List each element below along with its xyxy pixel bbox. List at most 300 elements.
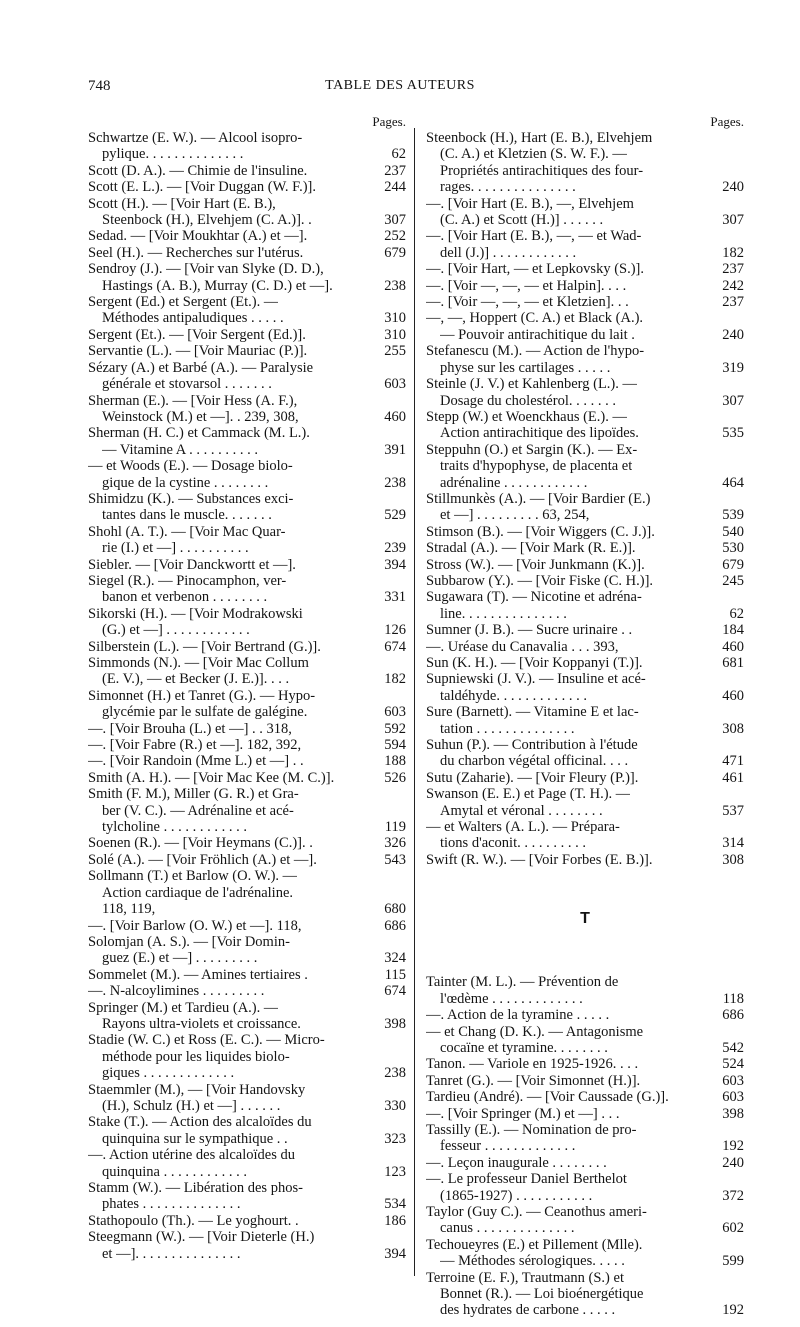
entry-line [426, 491, 744, 507]
page-ref: 464 [722, 474, 744, 491]
entry-text: rie (I.) et —] . . . . . . . . . . [102, 540, 249, 557]
index-entry [88, 343, 406, 359]
entry-line [426, 991, 744, 1007]
entry-text: Schwartze (E. W.). — Alcool isopro- [88, 130, 303, 146]
index-entry [426, 639, 744, 655]
page-ref: 319 [722, 359, 744, 376]
entry-text: Supniewski (J. V.). — Insuline et acé- [426, 671, 646, 688]
entry-text: et —]. . . . . . . . . . . . . . . [102, 1245, 241, 1262]
page-ref: 192 [722, 1138, 744, 1155]
entry-line [88, 950, 406, 966]
entry-text: Tanret (G.). — [Voir Simonnet (H.)]. [426, 1072, 641, 1089]
entry-text: Sun (K. H.). — [Voir Koppanyi (T.)]. [426, 655, 643, 671]
entry-text: Sézary (A.) et Barbé (A.). — Paralysie [88, 359, 314, 376]
entry-line [88, 622, 406, 638]
entry-text: —. [Voir —, —, — et Halpin]. . . . [426, 277, 627, 294]
page-ref: 186 [384, 1212, 406, 1229]
index-entry [88, 1082, 406, 1115]
entry-text: line. . . . . . . . . . . . . . . [440, 605, 567, 622]
entry-line [88, 507, 406, 523]
entry-line [88, 753, 406, 769]
entry-line [88, 475, 406, 491]
index-entry [426, 409, 744, 442]
page-ref: 599 [722, 1253, 744, 1270]
page-ref: 594 [384, 737, 406, 754]
page-ref: 679 [722, 556, 744, 573]
entry-line [88, 573, 406, 589]
index-entry [88, 1229, 406, 1262]
page-ref: 603 [722, 1089, 744, 1106]
entry-line [88, 1229, 406, 1245]
page-ref: 119 [384, 819, 406, 836]
index-entry [426, 294, 744, 310]
entry-text: Hastings (A. B.), Murray (C. D.) et —]. [102, 277, 333, 294]
entry-text: tantes dans le muscle. . . . . . . [102, 507, 272, 524]
entry-line [426, 442, 744, 458]
entry-text: et —] . . . . . . . . . 63, 254, [440, 507, 590, 524]
page-ref: 115 [384, 966, 406, 983]
entry-line [426, 655, 744, 671]
entry-line [426, 409, 744, 425]
page-ref: 308 [722, 720, 744, 737]
index-entry [88, 327, 406, 343]
index-entry [426, 1106, 744, 1122]
index-entry [88, 770, 406, 786]
entry-line [88, 294, 406, 310]
page-ref: 674 [384, 983, 406, 1000]
entry-text: Scott (H.). — [Voir Hart (E. B.), [88, 195, 276, 212]
page-ref: 126 [384, 622, 406, 639]
index-entry [88, 1147, 406, 1180]
index-entry [426, 704, 744, 737]
entry-text: Staemmler (M.), — [Voir Handovsky [88, 1081, 306, 1098]
index-entry [426, 1073, 744, 1089]
index-entry [88, 228, 406, 244]
entry-line [88, 852, 406, 868]
entry-text: des hydrates de carbone . . . . . [440, 1302, 616, 1319]
entry-text: Stradal (A.). — [Voir Mark (R. E.)]. [426, 540, 636, 557]
page-ref: 192 [722, 1302, 744, 1319]
index-entry [88, 786, 406, 835]
entry-line [426, 557, 744, 573]
index-entry [426, 589, 744, 622]
index-entry [426, 737, 744, 770]
page-ref: 460 [384, 408, 406, 425]
entry-line [426, 310, 744, 326]
index-entry [88, 393, 406, 426]
page-ref: 184 [722, 622, 744, 639]
entry-text: — Méthodes sérologiques. . . . . [440, 1253, 625, 1270]
entry-line [88, 130, 406, 146]
index-entry [426, 278, 744, 294]
entry-text: — et Woods (E.). — Dosage biolo- [88, 458, 293, 475]
entry-text: Suhun (P.). — Contribution à l'étude [426, 737, 638, 754]
entry-text: Silberstein (L.). — [Voir Bertrand (G.)]. [88, 638, 321, 655]
entry-text: — Vitamine A . . . . . . . . . . [102, 441, 258, 458]
entry-text: rages. . . . . . . . . . . . . . . [440, 179, 576, 196]
index-entry [88, 163, 406, 179]
entry-text: fesseur . . . . . . . . . . . . . [440, 1138, 576, 1155]
entry-line [88, 261, 406, 277]
entry-line [426, 376, 744, 392]
entry-text: Tassilly (E.). — Nomination de pro- [426, 1121, 637, 1138]
entry-text: glycémie par le sulfate de galégine. [102, 704, 308, 721]
entry-line [88, 327, 406, 343]
entry-line [426, 228, 744, 244]
page-ref: 237 [384, 162, 406, 179]
entry-line [426, 1122, 744, 1138]
right-entries [426, 130, 744, 868]
entry-text: pylique. . . . . . . . . . . . . . [102, 146, 244, 163]
entry-text: giques . . . . . . . . . . . . . [102, 1065, 235, 1082]
entry-line [426, 507, 744, 523]
entry-text: Sergent (Ed.) et Sergent (Et.). — [88, 294, 279, 311]
page-ref: 324 [384, 950, 406, 967]
page-ref: 686 [384, 917, 406, 934]
index-entry [88, 983, 406, 999]
entry-line [88, 1000, 406, 1016]
entry-text: Stake (T.). — Action des alcaloïdes du [88, 1114, 312, 1131]
entry-text: ber (V. C.). — Adrénaline et acé- [102, 802, 294, 819]
index-entry [88, 967, 406, 983]
entry-line [88, 1131, 406, 1147]
entry-line [88, 819, 406, 835]
page-ref: 240 [722, 1154, 744, 1171]
index-entry [426, 310, 744, 343]
entry-text: Sollmann (T.) et Barlow (O. W.). — [88, 868, 298, 885]
entry-line [88, 655, 406, 671]
page-ref: 238 [384, 277, 406, 294]
entry-text: Seel (H.). — Recherches sur l'utérus. [88, 244, 304, 261]
page-ref: 394 [384, 1245, 406, 1262]
entry-line [426, 1106, 744, 1122]
entry-line [426, 393, 744, 409]
entry-line [88, 1032, 406, 1048]
page-ref: 524 [722, 1056, 744, 1073]
entry-line [426, 671, 744, 687]
entry-text: Dosage du cholestérol. . . . . . . [440, 392, 616, 409]
entry-text: Steppuhn (O.) et Sargin (K.). — Ex- [426, 441, 638, 458]
entry-text: Sure (Barnett). — Vitamine E et lac- [426, 704, 639, 721]
entry-line [88, 1114, 406, 1130]
entry-text: du charbon végétal officinal. . . . [440, 753, 629, 770]
entry-line [88, 245, 406, 261]
entry-line [426, 294, 744, 310]
left-entries [88, 130, 406, 1262]
entry-text: l'œdème . . . . . . . . . . . . . [440, 990, 583, 1007]
right-column [426, 114, 744, 1319]
entry-text: —. [Voir Randoin (Mme L.) et —] . . [88, 753, 304, 770]
entry-line [426, 1188, 744, 1204]
entry-text: —, —, Hoppert (C. A.) et Black (A.). [426, 310, 644, 327]
index-entry [426, 770, 744, 786]
entry-line [426, 1089, 744, 1105]
entry-line [88, 1246, 406, 1262]
index-entry [426, 343, 744, 376]
index-entry [426, 376, 744, 409]
entry-text: —. [Voir Springer (M.) et —] . . . [426, 1105, 620, 1122]
entry-line [88, 770, 406, 786]
page-ref: 535 [722, 425, 744, 442]
index-entry [88, 934, 406, 967]
entry-text: Sherman (E.). — [Voir Hess (A. F.), [88, 392, 298, 409]
pages-label: Pages. [710, 114, 744, 129]
entry-text: (C. A.) et Scott (H.)] . . . . . . [440, 212, 604, 229]
entry-text: Swanson (E. E.) et Page (T. H.). — [426, 786, 631, 803]
entry-line [88, 409, 406, 425]
entry-line [88, 146, 406, 162]
entry-text: —. Uréase du Canavalia . . . 393, [426, 638, 619, 655]
index-entry [88, 639, 406, 655]
page-ref: 310 [384, 310, 406, 327]
entry-text: adrénaline . . . . . . . . . . . . [440, 474, 588, 491]
entry-line [88, 179, 406, 195]
index-entry [426, 1270, 744, 1319]
entry-line [88, 1098, 406, 1114]
page-ref: 252 [384, 228, 406, 245]
index-entry [426, 1024, 744, 1057]
entry-line [426, 278, 744, 294]
index-entry [88, 557, 406, 573]
entry-line [88, 704, 406, 720]
entry-line [88, 425, 406, 441]
entry-line [88, 983, 406, 999]
entry-line [426, 737, 744, 753]
entry-line [426, 1253, 744, 1269]
page-ref: 603 [722, 1072, 744, 1089]
entry-line [426, 1138, 744, 1154]
entry-text: Solé (A.). — [Voir Fröhlich (A.) et —]. [88, 851, 317, 868]
entry-line [88, 310, 406, 326]
entry-line [88, 1016, 406, 1032]
page-ref: 372 [722, 1187, 744, 1204]
entry-line [88, 868, 406, 884]
entry-text: quinquina . . . . . . . . . . . . [102, 1163, 247, 1180]
page-ref: 603 [384, 704, 406, 721]
entry-text: —. Le professeur Daniel Berthelot [426, 1171, 627, 1188]
index-entry [88, 294, 406, 327]
entry-text: Sugawara (T). — Nicotine et adréna- [426, 589, 642, 606]
entry-text: Steenbock (H.), Elvehjem (C. A.)]. . [102, 212, 312, 229]
index-entry [88, 179, 406, 195]
entry-text: Scott (E. L.). — [Voir Duggan (W. F.)]. [88, 179, 316, 196]
page-ref: 331 [384, 589, 406, 606]
page-ref: 398 [384, 1015, 406, 1032]
page-ref: 526 [384, 769, 406, 786]
page-ref: 240 [722, 179, 744, 196]
entry-text: Weinstock (M.) et —]. . 239, 308, [102, 408, 299, 425]
entry-text: (H.), Schulz (H.) et —] . . . . . . [102, 1097, 281, 1114]
page-ref: 239 [384, 540, 406, 557]
entry-text: Stefanescu (M.). — Action de l'hypo- [426, 343, 645, 360]
page-ref: 391 [384, 441, 406, 458]
entry-text: Soenen (R.). — [Voir Heymans (C.)]. . [88, 835, 313, 852]
entry-line [88, 393, 406, 409]
entry-text: Stepp (W.) et Woenckhaus (E.). — [426, 408, 627, 425]
index-entry [88, 688, 406, 721]
page-ref: 237 [722, 294, 744, 311]
entry-text: Steenbock (H.), Hart (E. B.), Elvehjem [426, 130, 653, 146]
entry-text: canus . . . . . . . . . . . . . . [440, 1220, 575, 1237]
index-entry [426, 655, 744, 671]
index-entry [426, 786, 744, 819]
entry-text: Steinle (J. V.) et Kahlenberg (L.). — [426, 376, 638, 393]
entry-text: physe sur les cartilages . . . . . [440, 359, 611, 376]
index-entry [88, 852, 406, 868]
entry-text: —. [Voir Hart (E. B.), —, Elvehjem [426, 195, 634, 212]
entry-line [88, 1164, 406, 1180]
entry-line [426, 524, 744, 540]
index-entry [426, 228, 744, 261]
index-entry [426, 196, 744, 229]
entry-text: générale et stovarsol . . . . . . . [102, 376, 272, 393]
entry-text: guez (E.) et —] . . . . . . . . . [102, 950, 258, 967]
page-ref: 461 [722, 769, 744, 786]
entry-text: Sergent (Et.). — [Voir Sergent (Ed.)]. [88, 326, 306, 343]
entry-text: Simmonds (N.). — [Voir Mac Collum [88, 655, 309, 671]
page-ref: 530 [722, 540, 744, 557]
entry-line [426, 540, 744, 556]
column-divider [414, 128, 415, 1276]
entry-text: —. Leçon inaugurale . . . . . . . . [426, 1154, 607, 1171]
page-ref: 245 [722, 572, 744, 589]
entry-text: Bonnet (R.). — Loi bioénergétique [440, 1286, 644, 1302]
index-entry [426, 261, 744, 277]
running-title: TABLE DES AUTEURS [325, 78, 475, 93]
entry-text: Stimson (B.). — [Voir Wiggers (C. J.)]. [426, 523, 655, 540]
entry-text: (1865-1927) . . . . . . . . . . . [440, 1187, 593, 1204]
entry-line [426, 1040, 744, 1056]
entry-text: —. Action de la tyramine . . . . . [426, 1007, 610, 1024]
entry-text: quinquina sur le sympathique . . [102, 1130, 288, 1147]
index-entry [426, 1171, 744, 1204]
entry-text: phates . . . . . . . . . . . . . . [102, 1196, 241, 1213]
entry-line [426, 573, 744, 589]
entry-text: Shohl (A. T.). — [Voir Mac Quar- [88, 523, 286, 540]
entry-text: Amytal et véronal . . . . . . . . [440, 802, 603, 819]
entry-line [426, 803, 744, 819]
page-ref: 330 [384, 1097, 406, 1114]
entry-line [426, 360, 744, 376]
entry-text: Scott (D. A.). — Chimie de l'insuline. [88, 162, 308, 179]
index-entry [88, 655, 406, 688]
entry-line [426, 179, 744, 195]
entry-text: Stathopoulo (Th.). — Le yoghourt. . [88, 1212, 299, 1229]
page-ref: 188 [384, 753, 406, 770]
page-ref: 394 [384, 556, 406, 573]
entry-text: Sikorski (H.). — [Voir Modrakowski [88, 605, 303, 622]
entry-line [88, 540, 406, 556]
entry-text: Siebler. — [Voir Danckwortt et —]. [88, 556, 296, 573]
index-entry [426, 852, 744, 868]
index-entry [88, 360, 406, 393]
page-ref: 539 [722, 507, 744, 524]
page-ref: 238 [384, 1065, 406, 1082]
entry-line [88, 934, 406, 950]
entry-text: Shimidzu (K.). — Substances exci- [88, 490, 294, 507]
entry-text: Solomjan (A. S.). — [Voir Domin- [88, 933, 290, 950]
index-entry [88, 868, 406, 917]
page-ref: 603 [384, 376, 406, 393]
index-entry [426, 540, 744, 556]
index-entry [88, 737, 406, 753]
page-ref: 686 [722, 1007, 744, 1024]
entry-line [426, 1056, 744, 1072]
page-ref: 398 [722, 1105, 744, 1122]
page-ref: 592 [384, 720, 406, 737]
entry-text: Stillmunkès (A.). — [Voir Bardier (E.) [426, 490, 651, 507]
page-ref: 323 [384, 1130, 406, 1147]
entry-text: — et Chang (D. K.). — Antagonisme [426, 1023, 644, 1040]
index-entry [426, 130, 744, 196]
page-ref: 237 [722, 261, 744, 278]
entry-text: Smith (A. H.). — [Voir Mac Kee (M. C.)]. [88, 769, 335, 786]
entry-text: gique de la cystine . . . . . . . . [102, 474, 269, 491]
page-ref: 62 [729, 605, 744, 622]
left-column [88, 114, 406, 1274]
entry-text: Sedad. — [Voir Moukhtar (A.) et —]. [88, 228, 308, 245]
entry-line [426, 974, 744, 990]
index-entry [426, 1122, 744, 1155]
entry-line [88, 360, 406, 376]
entry-line [88, 524, 406, 540]
entry-text: —. [Voir Hart (E. B.), —, — et Wad- [426, 228, 642, 245]
entry-text: Sherman (H. C.) et Cammack (M. L.). [88, 425, 310, 442]
index-entry [88, 1114, 406, 1147]
right-entries-t [426, 974, 744, 1319]
entry-line [426, 786, 744, 802]
page-ref: 460 [722, 687, 744, 704]
entry-line [426, 1024, 744, 1040]
entry-line [88, 442, 406, 458]
entry-line [426, 425, 744, 441]
entry-line [426, 770, 744, 786]
entry-text: méthode pour les liquides biolo- [102, 1048, 290, 1065]
entry-line [88, 1180, 406, 1196]
entry-text: Steegmann (W.). — [Voir Dieterle (H.) [88, 1229, 315, 1246]
entry-line [426, 1007, 744, 1023]
entry-line [88, 1213, 406, 1229]
page-ref: 471 [722, 753, 744, 770]
entry-line [426, 639, 744, 655]
entry-text: Stross (W.). — [Voir Junkmann (K.)]. [426, 556, 645, 573]
entry-line [88, 343, 406, 359]
entry-line [88, 671, 406, 687]
entry-text: (C. A.) et Kletzien (S. W. F.). — [440, 146, 627, 163]
entry-line [426, 835, 744, 851]
index-entry [426, 524, 744, 540]
entry-line [426, 212, 744, 228]
index-entry [88, 524, 406, 557]
page-ref: 680 [384, 901, 406, 918]
page-ref: 182 [384, 671, 406, 688]
page-ref: 529 [384, 507, 406, 524]
page-ref: 674 [384, 638, 406, 655]
index-entry [88, 835, 406, 851]
entry-line [88, 589, 406, 605]
page-ref: 255 [384, 343, 406, 360]
page-ref: 540 [722, 523, 744, 540]
entry-text: taldéhyde. . . . . . . . . . . . . [440, 687, 587, 704]
entry-line [426, 1302, 744, 1318]
entry-text: Sutu (Zaharie). — [Voir Fleury (P.)]. [426, 769, 639, 786]
index-entry [426, 974, 744, 1007]
entry-text: Servantie (L.). — [Voir Mauriac (P.)]. [88, 343, 308, 360]
entry-text: 118, 119, [102, 901, 156, 918]
page-ref: 542 [722, 1039, 744, 1056]
page-ref: 307 [722, 392, 744, 409]
entry-line [426, 146, 744, 162]
